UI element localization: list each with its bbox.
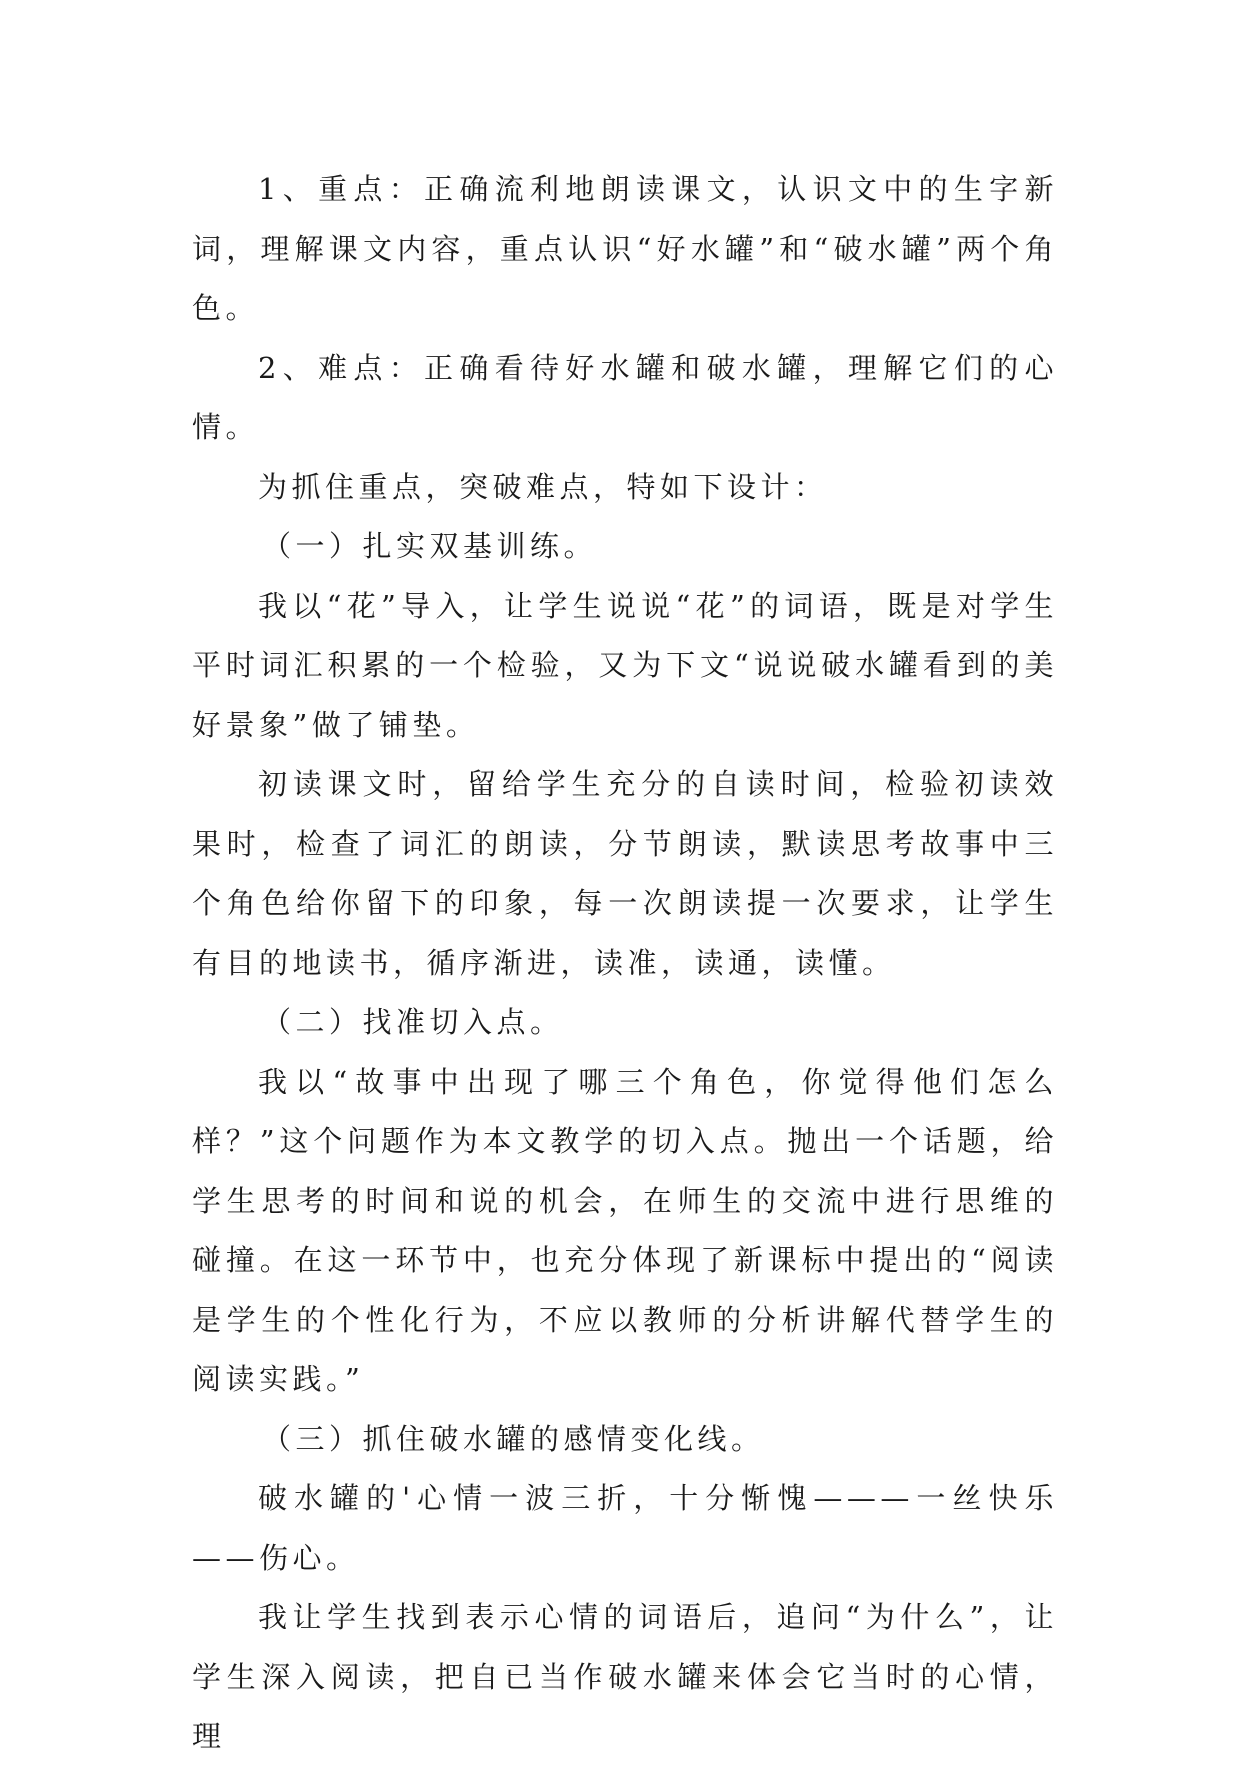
paragraph-entry-point: 我以“故事中出现了哪三个角色，你觉得他们怎么样？”这个问题作为本文教学的切入点。抛出一个话题，给学生思考的时间和说的机会，在师生的交流中进行思维的碰撞。在这一环节中，也充分体现了新课标中提出的“阅读是学生的个性化行为，不应以教师的分析讲解代替学生的阅读实践。” (192, 1064, 1058, 1396)
paragraph-follow-up: 我让学生找到表示心情的词语后，追问“为什么”，让学生深入阅读，把自已当作破水罐来体会它当时的心情，理 (192, 1600, 1058, 1753)
document-body (192, 160, 1058, 1767)
section-heading-1: （一）扎实双基训练。 (262, 529, 598, 563)
paragraph-first-reading: 初读课文时，留给学生充分的自读时间，检验初读效果时，检查了词汇的朗读，分节朗读，默读思考故事中三个角色给你留下的印象，每一次朗读提一次要求，让学生有目的地读书，循序渐进，读准，读通，读懂。 (192, 767, 1058, 980)
paragraph-key-points: 1、重点：正确流利地朗读课文，认识文中的生字新词，理解课文内容，重点认识“好水罐”和“破水罐”两个角色。 (192, 172, 1058, 325)
paragraph-flower-intro: 我以“花”导入，让学生说说“花”的词语，既是对学生平时词汇积累的一个检验，又为下文“说说破水罐看到的美好景象”做了铺垫。 (192, 588, 1058, 742)
paragraph-difficult-points: 2、难点：正确看待好水罐和破水罐，理解它们的心情。 (192, 350, 1058, 444)
section-heading-2: （二）找准切入点。 (262, 1005, 564, 1039)
paragraph-mood-line: 破水罐的'心情一波三折，十分惭愧———一丝快乐——伤心。 (192, 1481, 1058, 1575)
paragraph-design-intro: 为抓住重点，突破难点，特如下设计： (258, 469, 828, 504)
section-heading-3: （三）抓住破水罐的感情变化线。 (262, 1421, 765, 1456)
